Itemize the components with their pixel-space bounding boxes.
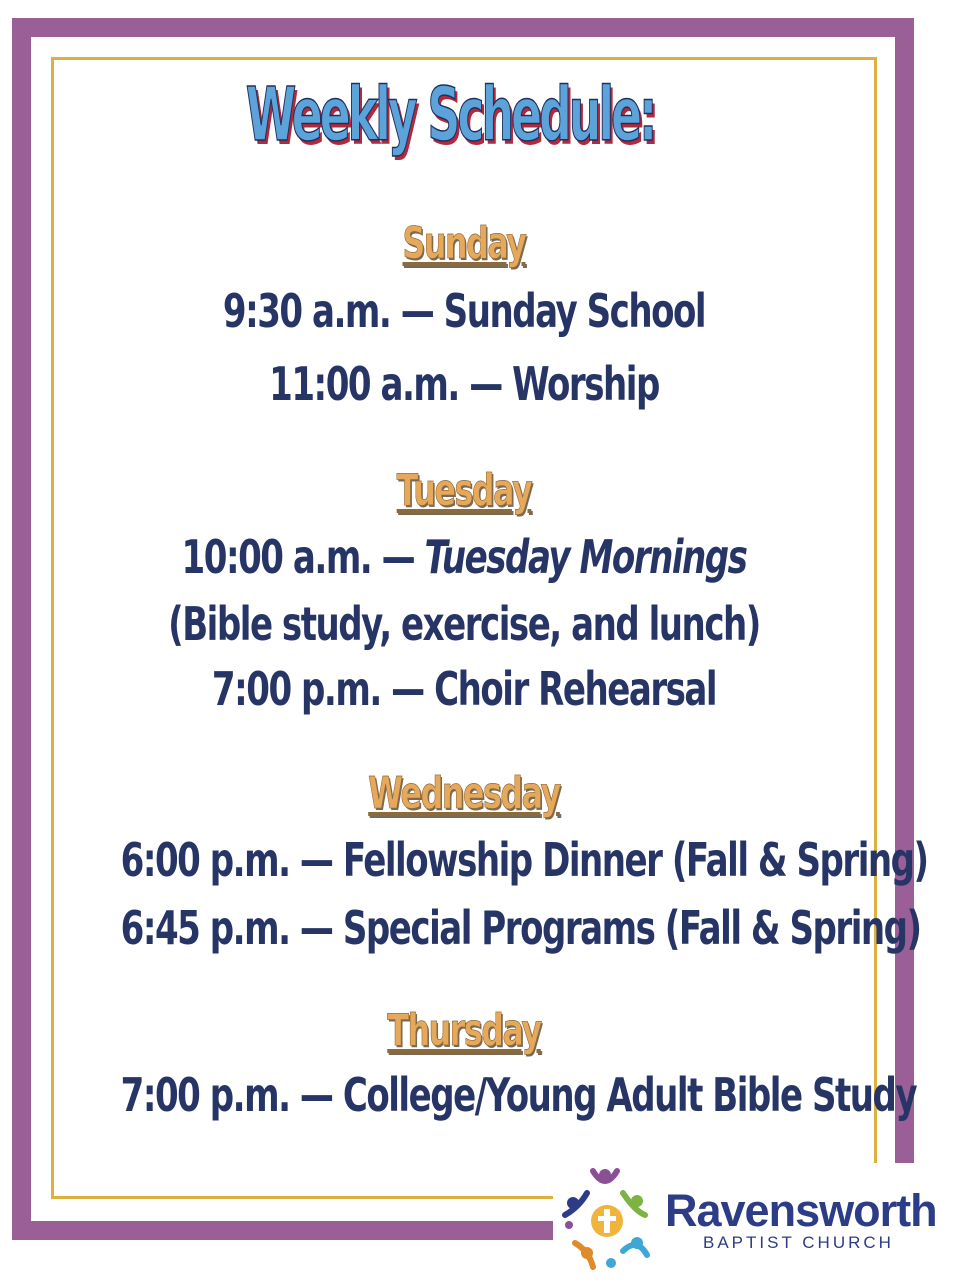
logo-subtitle: BAPTIST CHURCH [703, 1233, 894, 1252]
day-heading-sunday: Sunday [402, 218, 526, 269]
schedule-event: Tuesday Mornings [424, 530, 747, 584]
schedule-line [121, 530, 808, 584]
schedule-time: 10:00 a.m. — [181, 530, 425, 584]
day-heading-tuesday: Tuesday [396, 465, 532, 516]
logo-name: Ravensworth [665, 1185, 937, 1236]
schedule-line: 6:00 p.m. — Fellowship Dinner (Fall & Spring) [120, 833, 928, 887]
page-title: Weekly Schedule: [245, 72, 655, 158]
schedule-line: 7:00 p.m. — Choir Rehearsal [211, 662, 717, 716]
schedule-line: 6:45 p.m. — Special Programs (Fall & Spring) [120, 901, 921, 955]
schedule-line: 7:00 p.m. — College/Young Adult Bible Study [120, 1068, 917, 1122]
cross-people-icon [553, 1163, 665, 1284]
day-heading-wednesday: Wednesday [368, 768, 560, 819]
schedule-line: (Bible study, exercise, and lunch) [168, 597, 760, 651]
day-heading-thursday: Thursday [387, 1005, 541, 1056]
schedule-line: 11:00 a.m. — Worship [269, 357, 659, 411]
schedule-line: 9:30 a.m. — Sunday School [222, 284, 706, 338]
church-logo [553, 1163, 958, 1284]
